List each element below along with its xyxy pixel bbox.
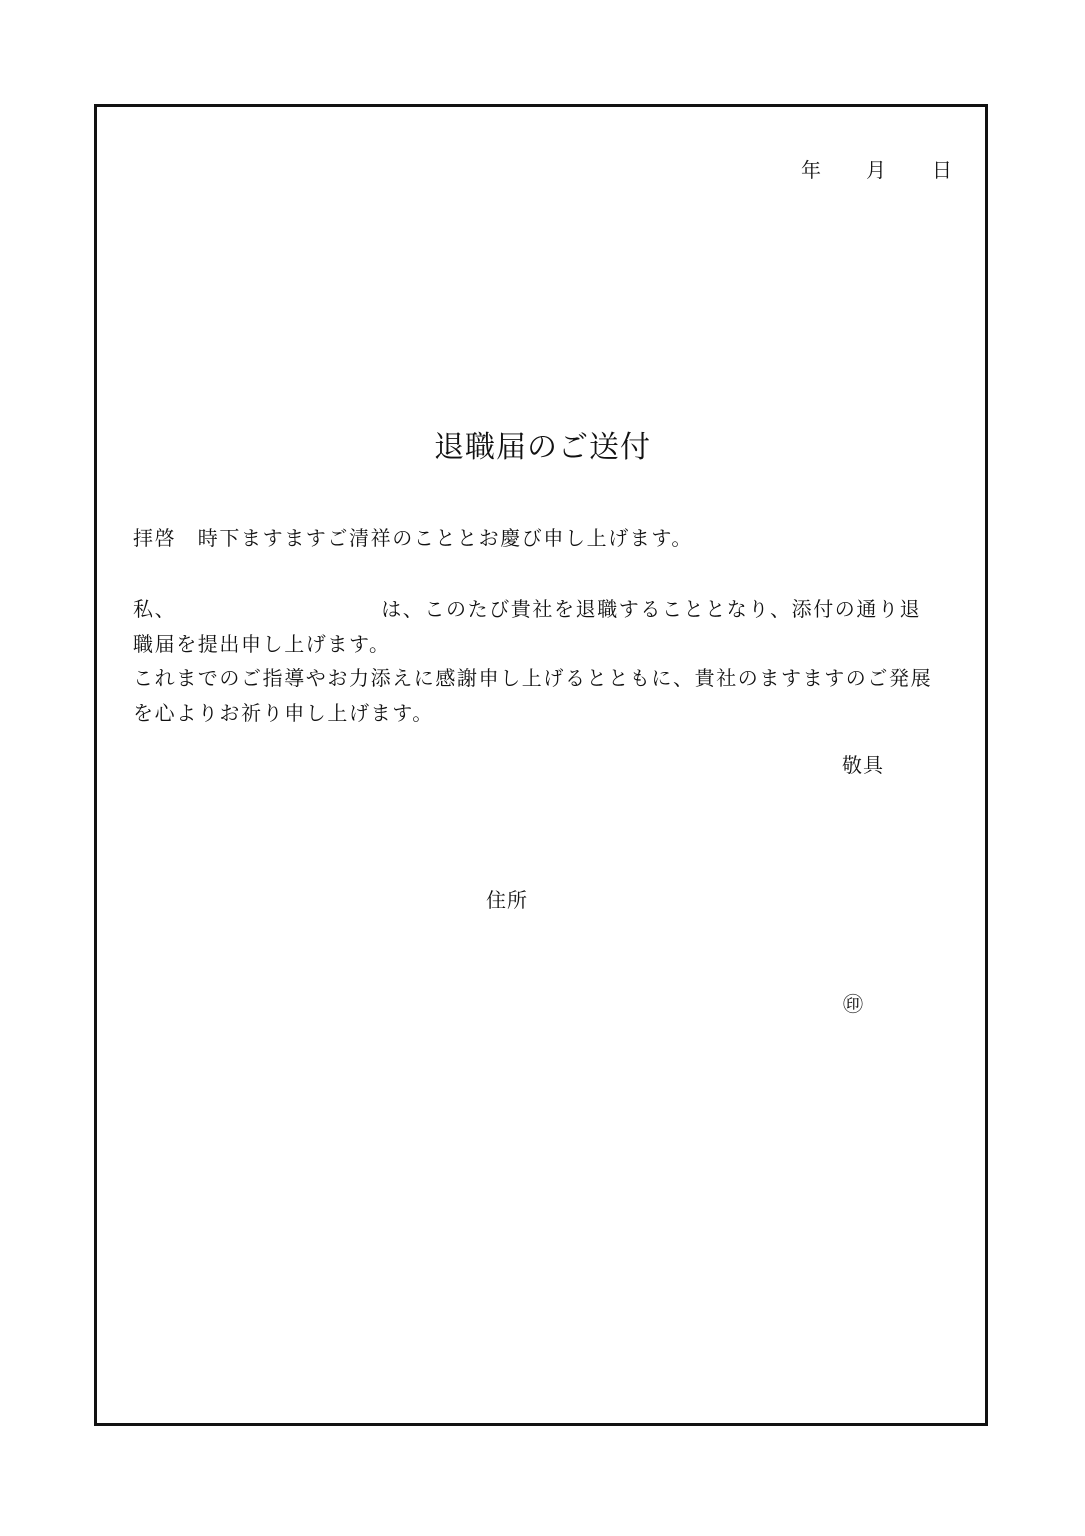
greeting-line: 拝啓 時下ますますご清祥のこととお慶び申し上げます。: [133, 526, 693, 550]
date-day-label: 日: [932, 158, 952, 182]
body-line-4: を心よりお祈り申し上げます。: [133, 700, 434, 725]
body-line-1-suffix: は、このたび貴社を退職することとなり、添付の通り退: [381, 597, 922, 621]
address-label: 住所: [486, 888, 528, 912]
seal-mark: ㊞: [843, 992, 863, 1016]
document-title: 退職届のご送付: [434, 430, 651, 465]
date-year-label: 年: [801, 158, 821, 182]
date-month-label: 月: [866, 158, 886, 182]
date-line: [797, 154, 957, 184]
body-line-1: [133, 592, 945, 627]
body-line-2: 職届を提出申し上げます。: [133, 631, 391, 656]
body-line-3: これまでのご指導やお力添えに感謝申し上げるとともに、貴社のますますのご発展: [133, 666, 933, 690]
body-paragraph: [133, 592, 945, 730]
body-line-1-prefix: 私、: [133, 597, 177, 621]
closing-phrase: 敬具: [842, 753, 884, 777]
